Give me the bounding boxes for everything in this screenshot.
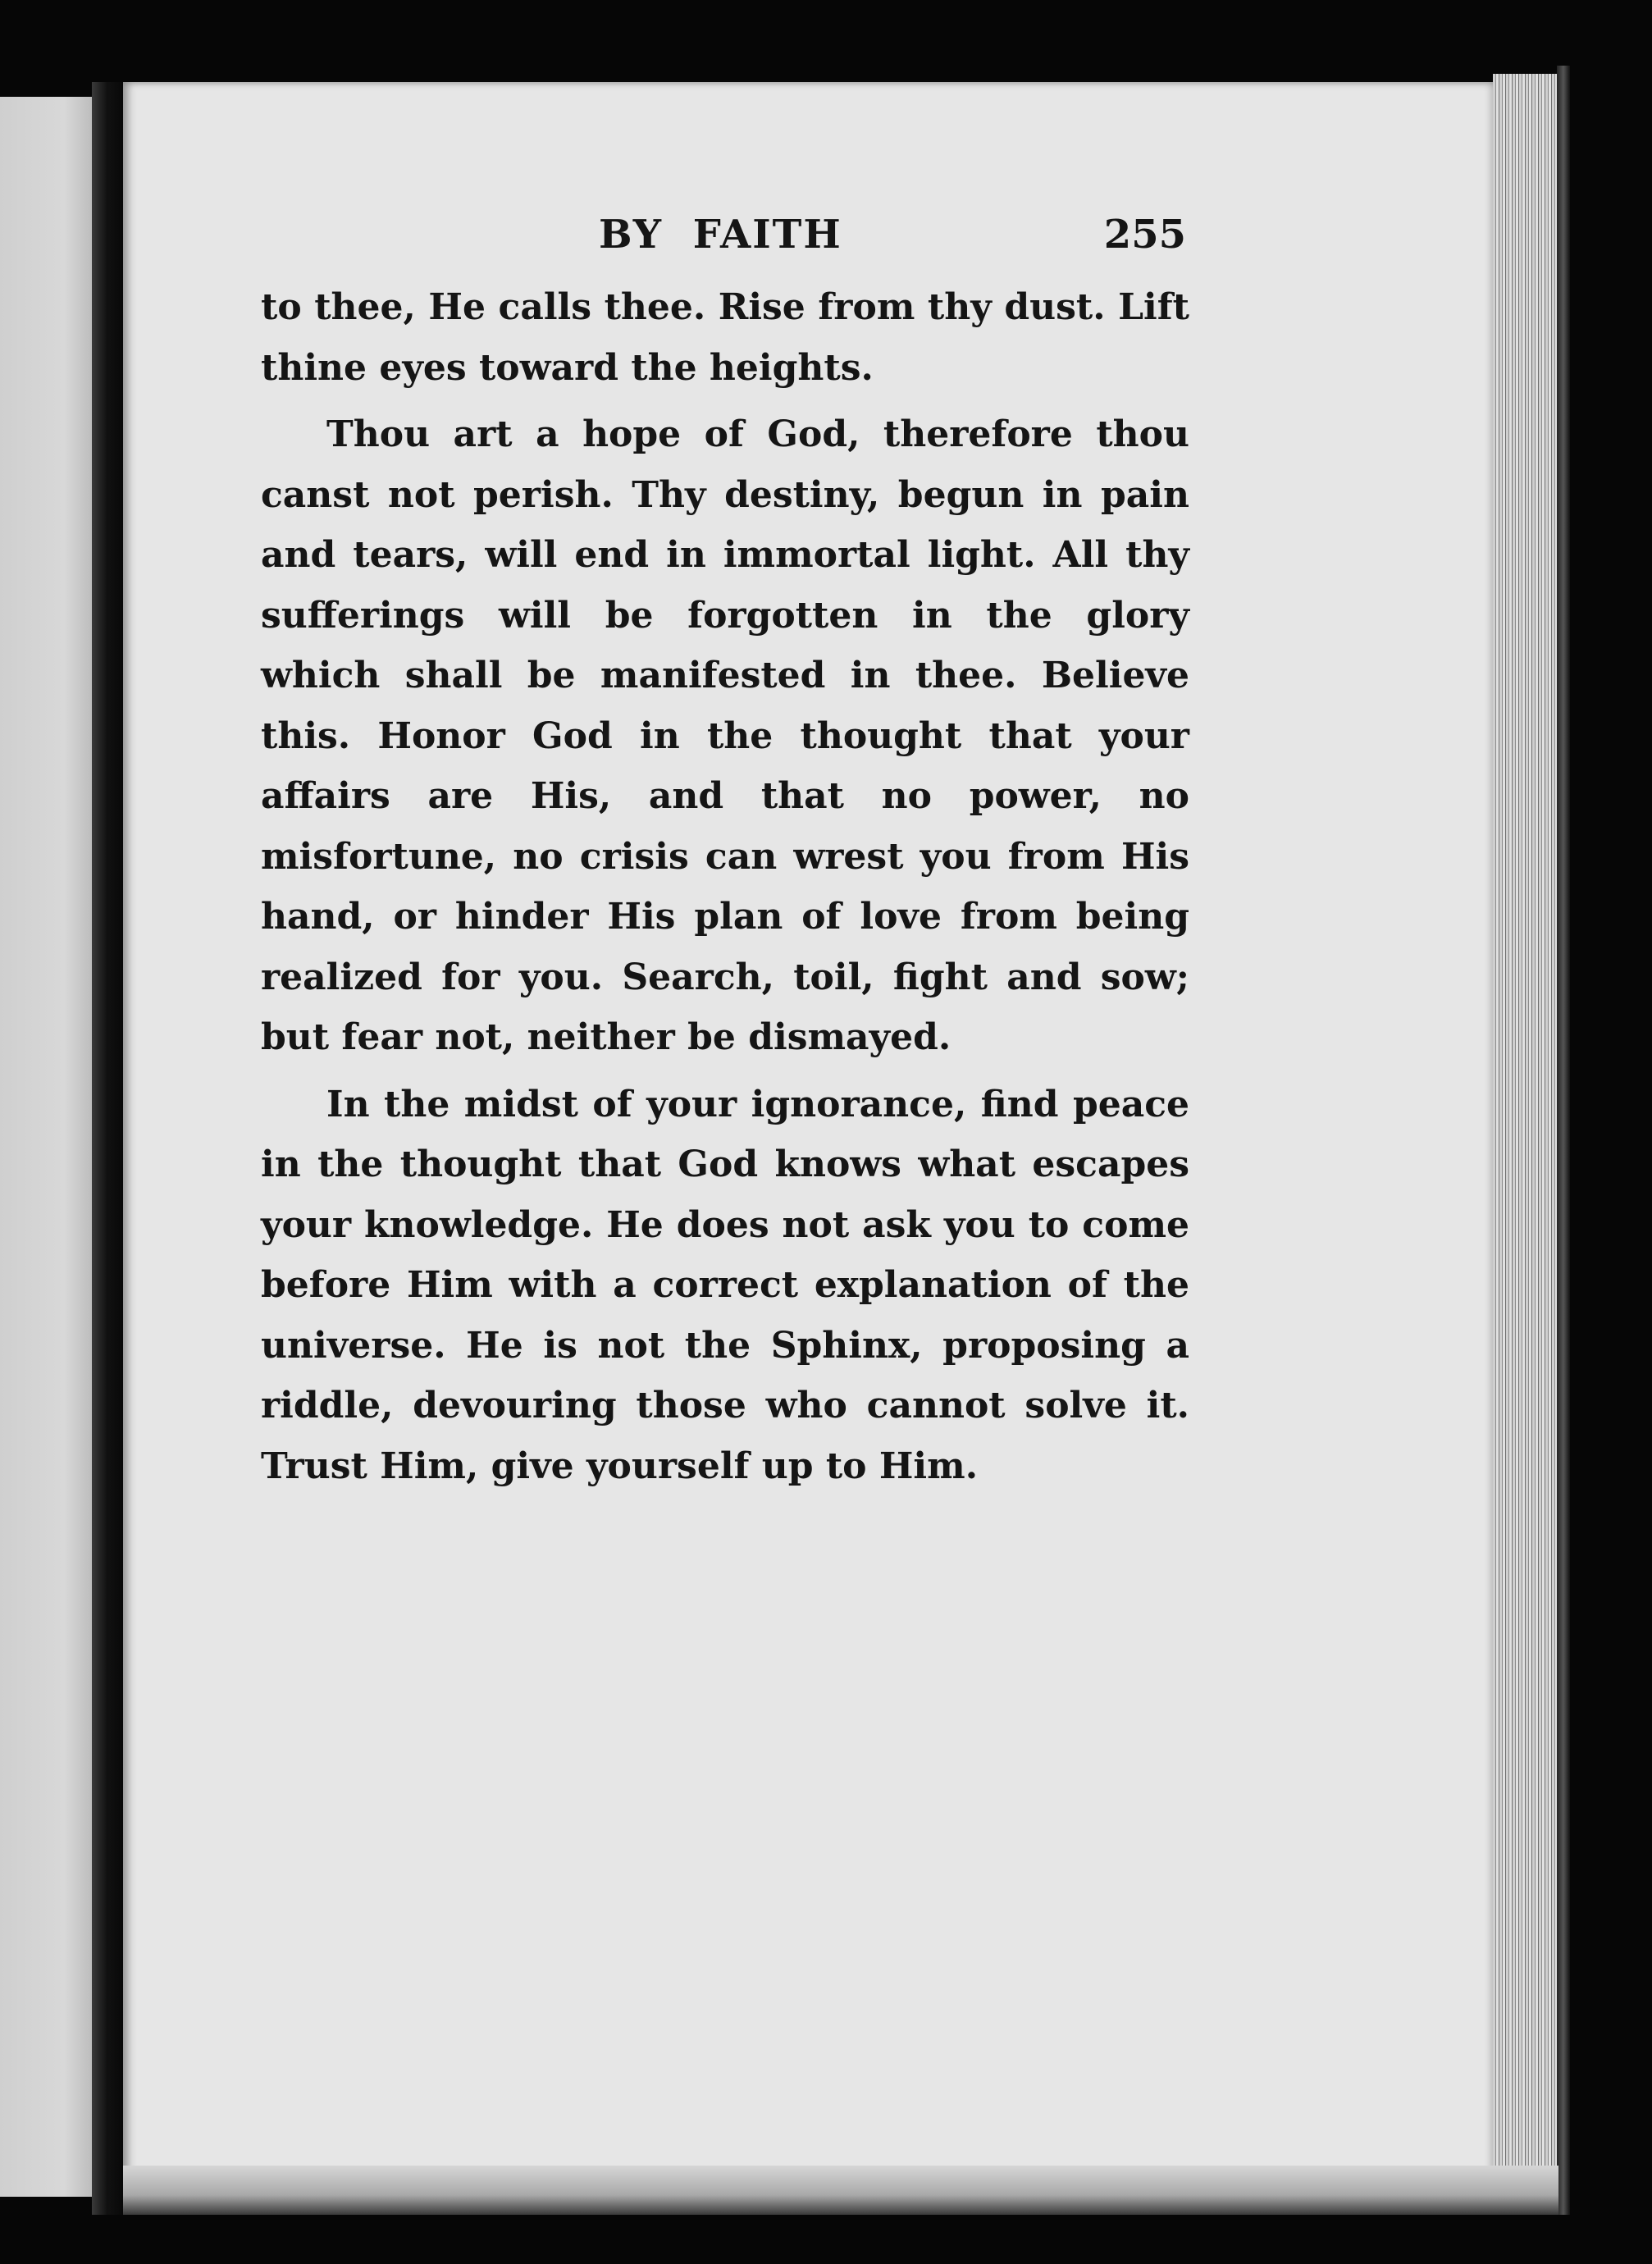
paragraph: Thou art a hope of God, therefore thou canst not perish. Thy destiny, begun in pain and tears, will end in immortal light. All thy sufferings will be forgotten in the glory which shall be manifested in thee. Believe this. Honor God in the thought that your affairs are His, and that no power, no misfortune, no crisis can wrest you from His hand, or hinder His plan of love from being realized for you. Search, toil, fight and sow; but fear not, neither be dismayed. [261,413,1189,1058]
page-content [261,203,1189,1496]
facing-page-edge [0,97,92,2197]
paragraph-continued: to thee, He calls thee. Rise from thy dust. Lift thine eyes toward the heights. [261,286,1189,389]
page-bottom-edge [123,2166,1558,2215]
page-number: 255 [1103,212,1186,258]
page-edges [1493,74,1557,2207]
running-head: BY FAITH [599,212,842,258]
body-text [261,277,1189,1496]
cover-edge [1557,66,1570,2215]
page-header [261,203,1189,277]
paragraph: In the midst of your ignorance, find peace in the thought that God knows what escapes your knowledge. He does not ask you to come before Him with a correct explanation of the universe. He is not the Sphinx, proposing a riddle, devouring those who cannot solve it. Trust Him, give yourself up to Him. [261,1083,1189,1487]
